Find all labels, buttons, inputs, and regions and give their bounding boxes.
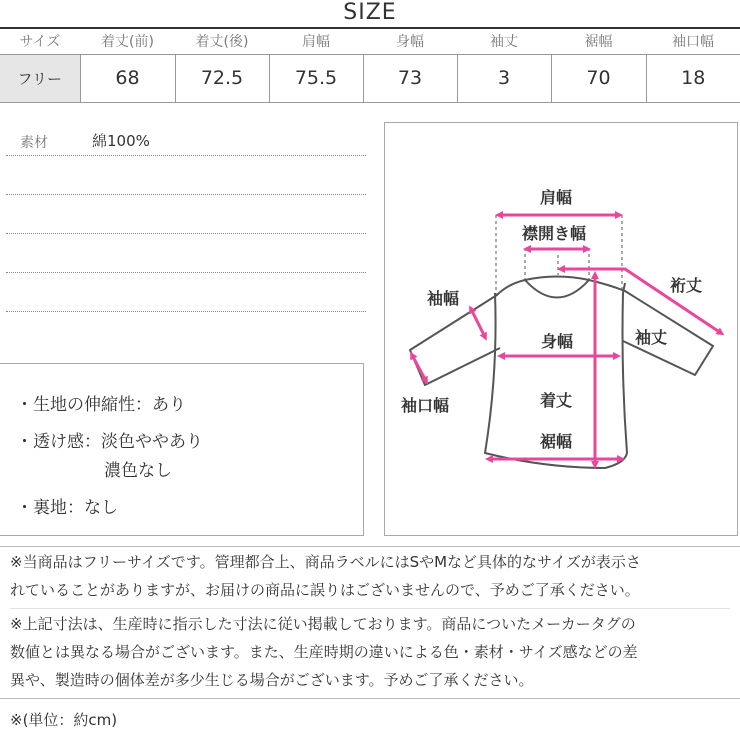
neckline-outline <box>525 280 589 298</box>
cell-shoulder: 75.5 <box>269 54 363 102</box>
header-length-front: 着丈(前) <box>80 29 175 54</box>
stretch-property: ・生地の伸縮性：あり <box>16 395 186 415</box>
header-body-width: 身幅 <box>363 29 457 54</box>
cell-hem-width: 70 <box>551 54 646 102</box>
label-hem: 裾幅 <box>540 432 573 451</box>
material-empty-row <box>6 282 366 312</box>
notes-divider <box>10 608 730 609</box>
notes-separator <box>0 546 740 547</box>
lining-property: ・裏地：なし <box>16 498 118 518</box>
header-shoulder: 肩幅 <box>269 29 363 54</box>
note-line-3: ※上記寸法は、生産時に指示した寸法に従い掲載しております。商品についたメーカータグの <box>10 615 636 633</box>
cell-sleeve-length: 3 <box>457 54 551 102</box>
sleeve-width-arrow <box>471 309 485 337</box>
measurement-diagram <box>384 122 738 536</box>
cell-length-front: 68 <box>80 54 175 102</box>
cell-cuff-width: 18 <box>646 54 740 102</box>
cell-size: フリー <box>0 54 80 102</box>
header-length-back: 着丈(後) <box>175 29 269 54</box>
label-sleeve-length: 袖丈 <box>635 328 668 347</box>
material-row <box>6 126 366 156</box>
unit-separator <box>0 698 740 699</box>
label-sleeve-width: 袖幅 <box>427 289 460 308</box>
material-value: 綿100% <box>92 132 150 150</box>
size-table <box>0 29 740 103</box>
header-hem-width: 裾幅 <box>551 29 646 54</box>
fabric-properties-box <box>0 363 364 536</box>
header-cuff-width: 袖口幅 <box>646 29 740 54</box>
label-length: 着丈 <box>540 391 573 410</box>
label-cuff: 袖口幅 <box>401 396 450 415</box>
header-size: サイズ <box>0 29 80 54</box>
cuff-arrow <box>412 355 426 381</box>
neck-back <box>525 277 589 281</box>
unit-note: ※(単位：約cm) <box>10 711 118 729</box>
material-empty-row <box>6 204 366 234</box>
header-sleeve-length: 袖丈 <box>457 29 551 54</box>
label-neck: 襟開き幅 <box>522 224 587 243</box>
size-table-header-row <box>0 29 740 54</box>
sheerness-dark-property: 濃色なし <box>104 461 172 481</box>
page-title: SIZE <box>343 0 397 25</box>
note-line-4: 数値とは異なる場合がございます。また、生産時期の違いによる色・素材・サイズ感などの差 <box>10 643 638 661</box>
garment-diagram-svg <box>385 123 737 535</box>
material-empty-row <box>6 165 366 195</box>
material-empty-row <box>6 243 366 273</box>
table-row <box>0 54 740 102</box>
cell-length-back: 72.5 <box>175 54 269 102</box>
cell-body-width: 73 <box>363 54 457 102</box>
label-shoulder: 肩幅 <box>540 188 573 207</box>
material-label: 素材 <box>20 135 48 151</box>
note-line-5: 異や、製造時の個体差が多少生じる場合がございます。予めご了承ください。 <box>10 671 534 689</box>
sheerness-property: ・透け感：淡色ややあり <box>16 432 203 452</box>
note-line-2: れていることがありますが、お届けの商品に誤りはございませんので、予めご了承ください。 <box>10 581 640 599</box>
label-body-width: 身幅 <box>541 332 574 351</box>
note-line-1: ※当商品はフリーサイズです。管理都合上、商品ラベルにはSやMなど具体的なサイズが表示さ <box>10 553 641 571</box>
label-raglan: 裄丈 <box>670 276 703 295</box>
